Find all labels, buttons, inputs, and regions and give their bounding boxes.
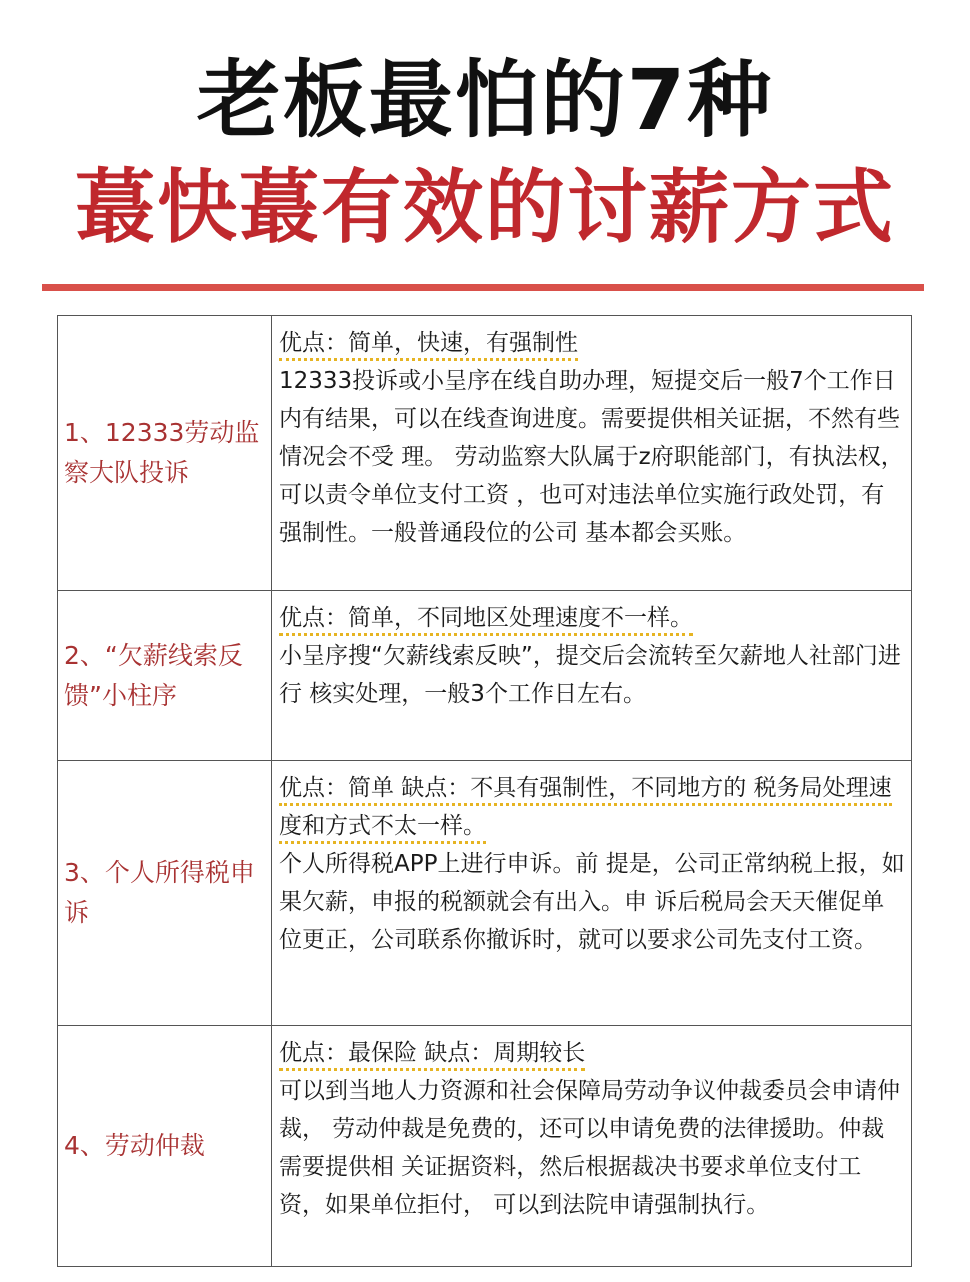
- method-description: 个人所得税APP上进行申诉。前 提是，公司正常纳税上报，如果欠薪，申报的税额就会有出入。申 诉后税局会天天催促单位更正，公司联系你撤诉时，就可以要求公司先支付工资。: [279, 851, 905, 953]
- method-details: [272, 591, 911, 760]
- method-description: 小呈序搜“欠薪线索反映”，提交后会流转至欠薪地人社部门进行 核实处理，一般3个工作日左右。: [279, 643, 901, 707]
- method-details: [272, 316, 911, 590]
- method-name: 3、个人所得税申诉: [58, 761, 272, 1025]
- method-description: 可以到当地人力资源和社会保障局劳动争议仲裁委员会申请仲裁， 劳动仲裁是免费的，还可以申请免费的法律援助。仲裁需要提供相 关证据资料，然后根据裁决书要求单位支付工资，如果单位拒付， 可以到法院申请强制执行。: [279, 1078, 900, 1218]
- method-name: 4、劳动仲裁: [58, 1026, 272, 1266]
- methods-table: [57, 315, 912, 1267]
- method-row-3: [58, 761, 911, 1026]
- method-pros: 优点：简单，不同地区处理速度不一样。: [279, 605, 693, 636]
- method-row-1: [58, 316, 911, 591]
- method-pros: 优点：简单 缺点：不具有强制性，不同地方的 税务局处理速度和方式不太一样。: [279, 775, 892, 844]
- title-line-2: 蕞快蕞有效的讨薪方式: [75, 161, 895, 254]
- method-name: 1、12333劳动监察大队投诉: [58, 316, 272, 590]
- title-divider: [42, 284, 924, 291]
- method-pros: 优点：简单，快速，有强制性: [279, 330, 578, 361]
- method-details: [272, 1026, 911, 1266]
- title-line-1: 老板最怕的7种: [196, 51, 774, 149]
- method-name: 2、“欠薪线索反馈”小柱序: [58, 591, 272, 760]
- method-description: 12333投诉或小呈序在线自助办理，短提交后一般7个工作日内有结果，可以在线查询进度。需要提供相关证据，不然有些情况会不受 理。 劳动监察大队属于z府职能部门，有执法权，可以责令单位支付工资 ，也可对违法单位实施行政处罚，有强制性。一般普通段位的公司 基本都会买账。: [279, 368, 904, 546]
- method-row-4: [58, 1026, 911, 1266]
- method-row-2: [58, 591, 911, 761]
- method-pros: 优点：最保险 缺点：周期较长: [279, 1040, 585, 1071]
- method-details: [272, 761, 911, 1025]
